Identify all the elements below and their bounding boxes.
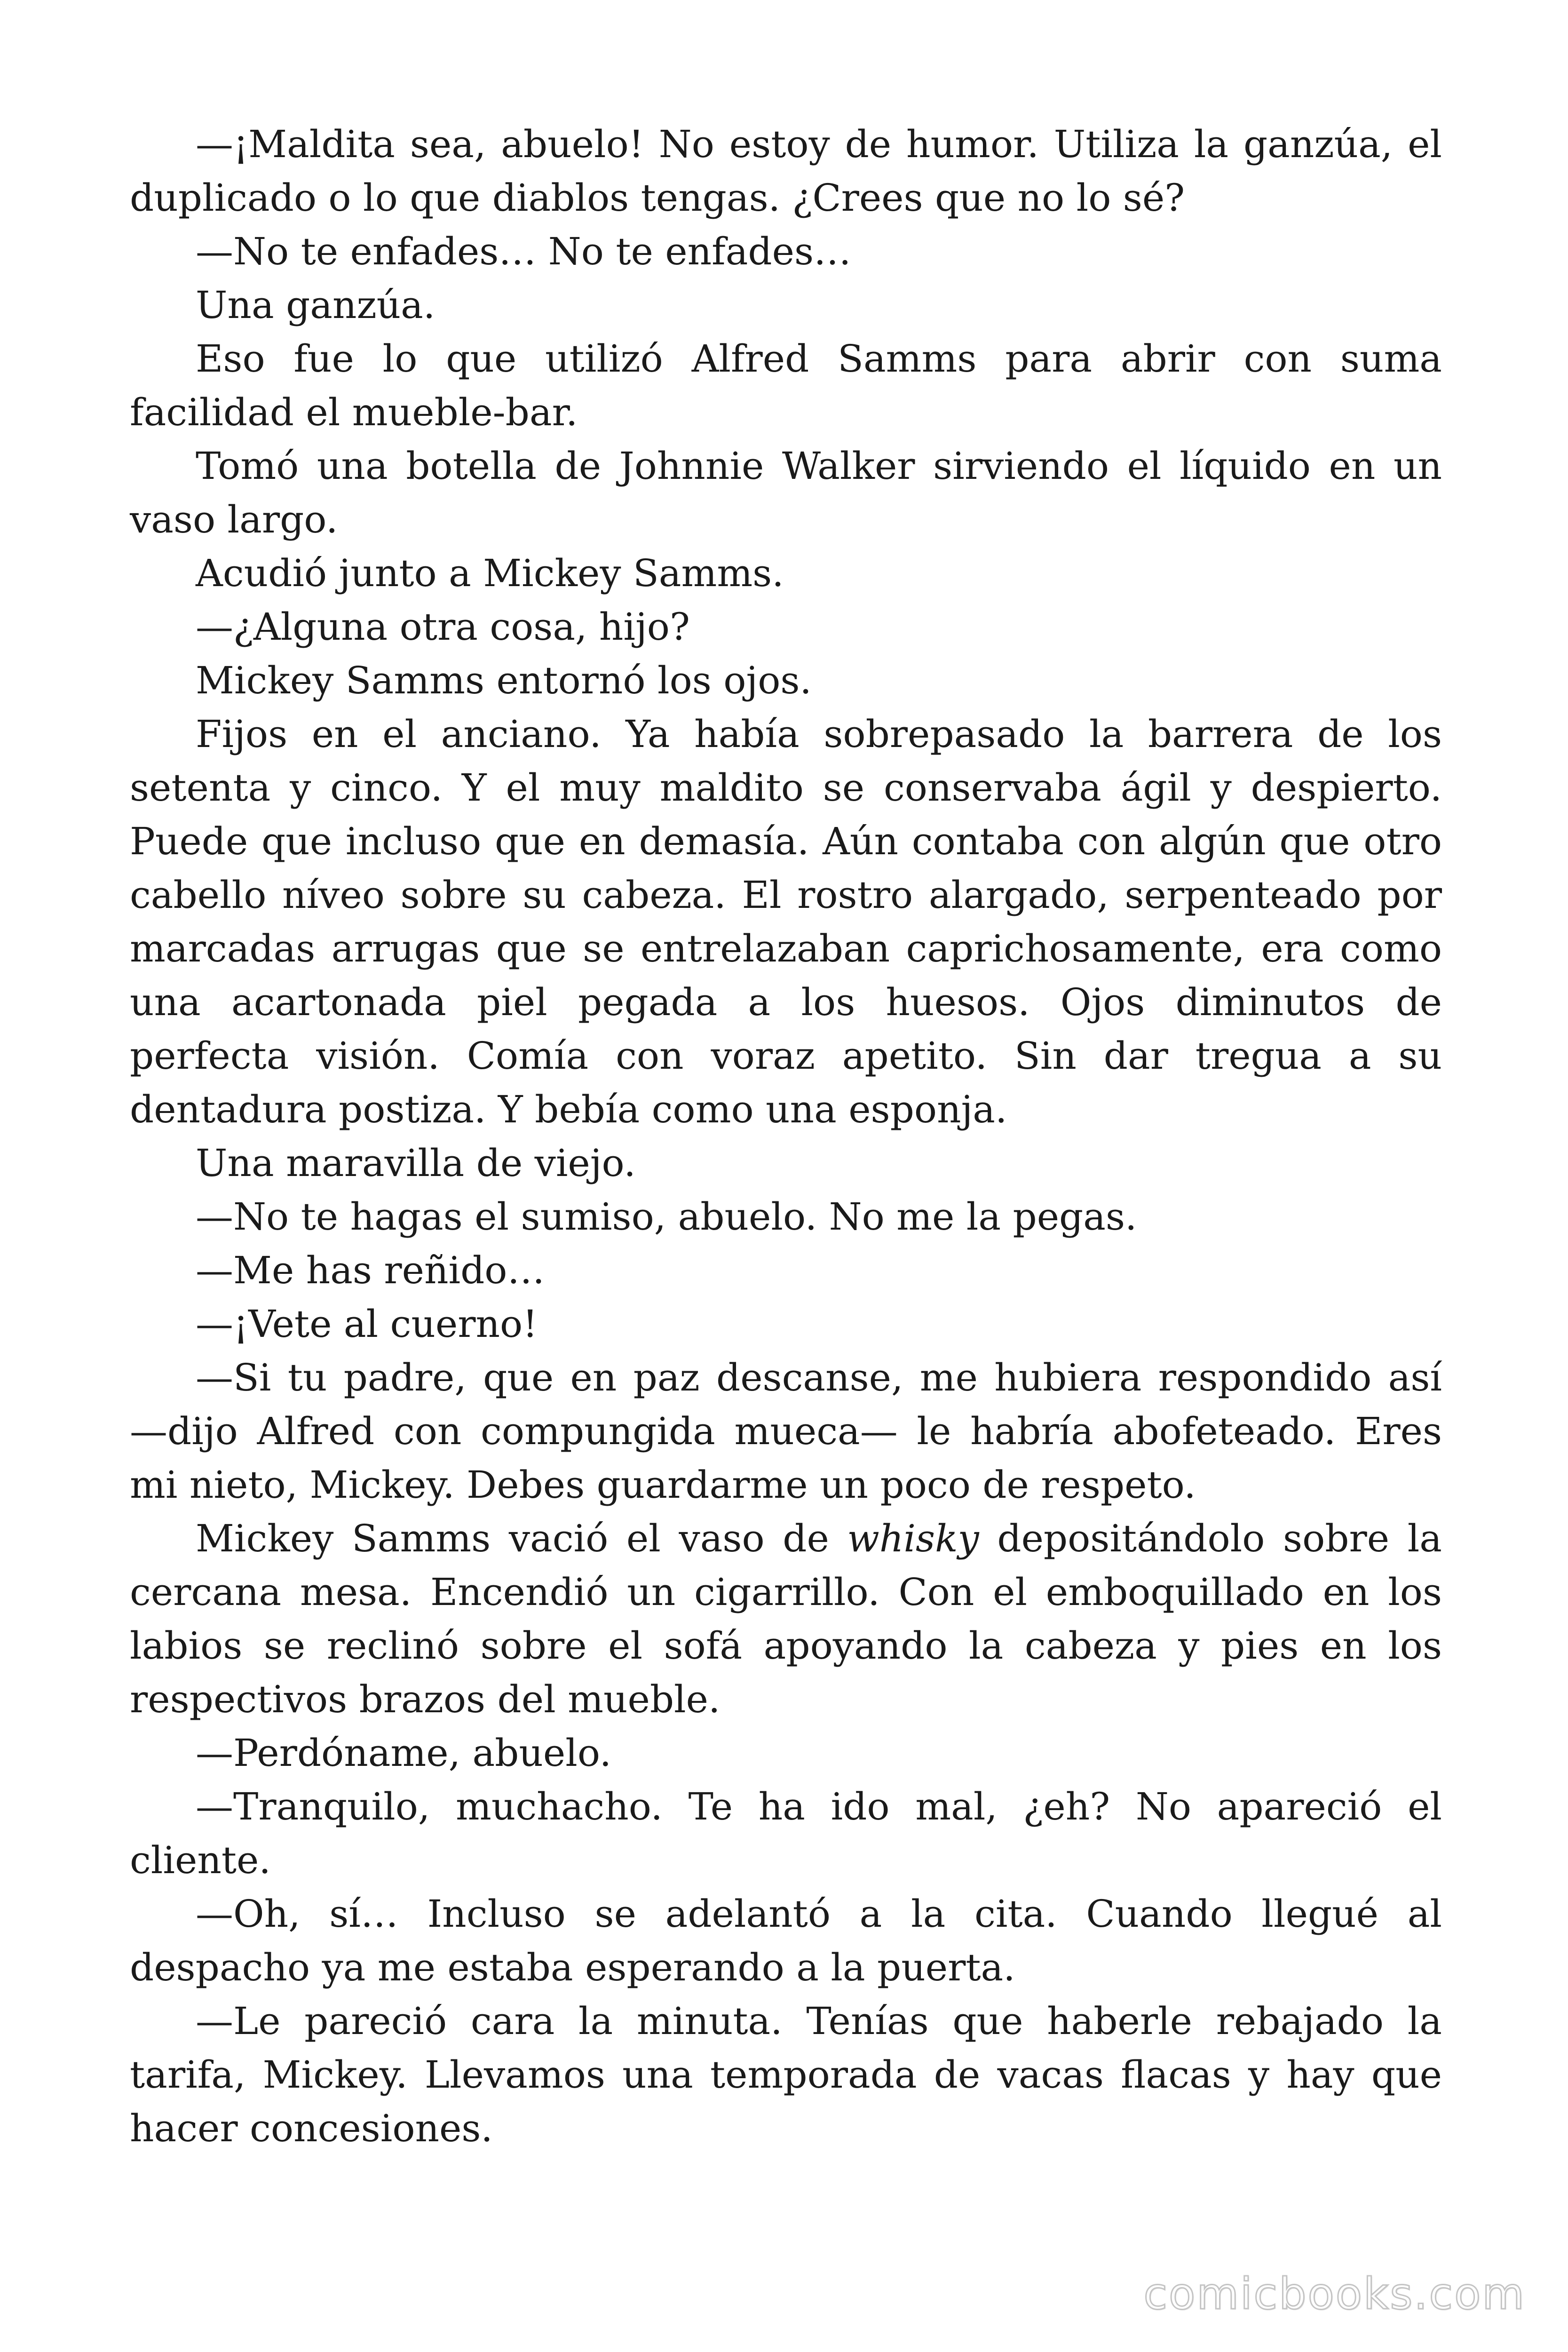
paragraph: Tomó una botella de Johnnie Walker sirviendo el líquido en un vaso largo. [130,444,1442,541]
paragraph: —Tranquilo, muchacho. Te ha ido mal, ¿eh? No apareció el cliente. [130,1785,1442,1882]
paragraph: Una maravilla de viejo. [196,1141,636,1185]
body-text [130,118,1442,2155]
italic-word: whisky [847,1517,979,1560]
paragraph: Fijos en el anciano. Ya había sobrepasado la barrera de los setenta y cinco. Y el muy maldito se conservaba ágil y despierto. Puede que incluso que en demasía. Aún contaba con algún que otro cabello níveo sobre su cabeza. El rostro alargado, serpenteado por marcadas arrugas que se entrelazaban caprichosamente, era como una acartonada piel pegada a los huesos. Ojos diminutos de perfecta visión. Comía con voraz apetito. Sin dar tregua a su dentadura postiza. Y bebía como una esponja. [130,712,1442,1131]
text-run: Mickey Samms vació el vaso de [196,1517,847,1560]
paragraph: Acudió junto a Mickey Samms. [196,551,784,595]
paragraph: —Le pareció cara la minuta. Tenías que haberle rebajado la tarifa, Mickey. Llevamos una temporada de vacas flacas y hay que hacer concesiones. [130,1999,1442,2150]
paragraph: —Perdóname, abuelo. [196,1731,612,1775]
paragraph: —Si tu padre, que en paz descanse, me hubiera respondido así —dijo Alfred con compungida mueca— le habría abofeteado. Eres mi nieto, Mickey. Debes guardarme un poco de respeto. [130,1356,1442,1507]
paragraph: Mickey Samms entornó los ojos. [196,659,812,702]
paragraph: —Me has reñido… [196,1248,545,1292]
text-run: depositándolo sobre la cercana mesa. Encendió un cigarrillo. Con el emboquillado en los labios se reclinó sobre el sofá apoyando la cabeza y pies en los respectivos brazos del mueble. [130,1517,1442,1721]
watermark: comicbooks.com [1143,2269,1526,2319]
paragraph: —¡Maldita sea, abuelo! No estoy de humor. Utiliza la ganzúa, el duplicado o lo que diablos tengas. ¿Crees que no lo sé? [130,122,1442,220]
paragraph: —¡Vete al cuerno! [196,1302,538,1346]
paragraph: —No te hagas el sumiso, abuelo. No me la pegas. [196,1195,1137,1239]
paragraph: Eso fue lo que utilizó Alfred Samms para abrir con suma facilidad el mueble-bar. [130,337,1442,434]
paragraph: —No te enfades… No te enfades… [196,230,852,273]
paragraph: Una ganzúa. [196,283,436,327]
paragraph: —¿Alguna otra cosa, hijo? [196,605,690,649]
paragraph: —Oh, sí… Incluso se adelantó a la cita. Cuando llegué al despacho ya me estaba esperando a la puerta. [130,1892,1442,1989]
paragraph-whisky [130,1512,1442,1726]
